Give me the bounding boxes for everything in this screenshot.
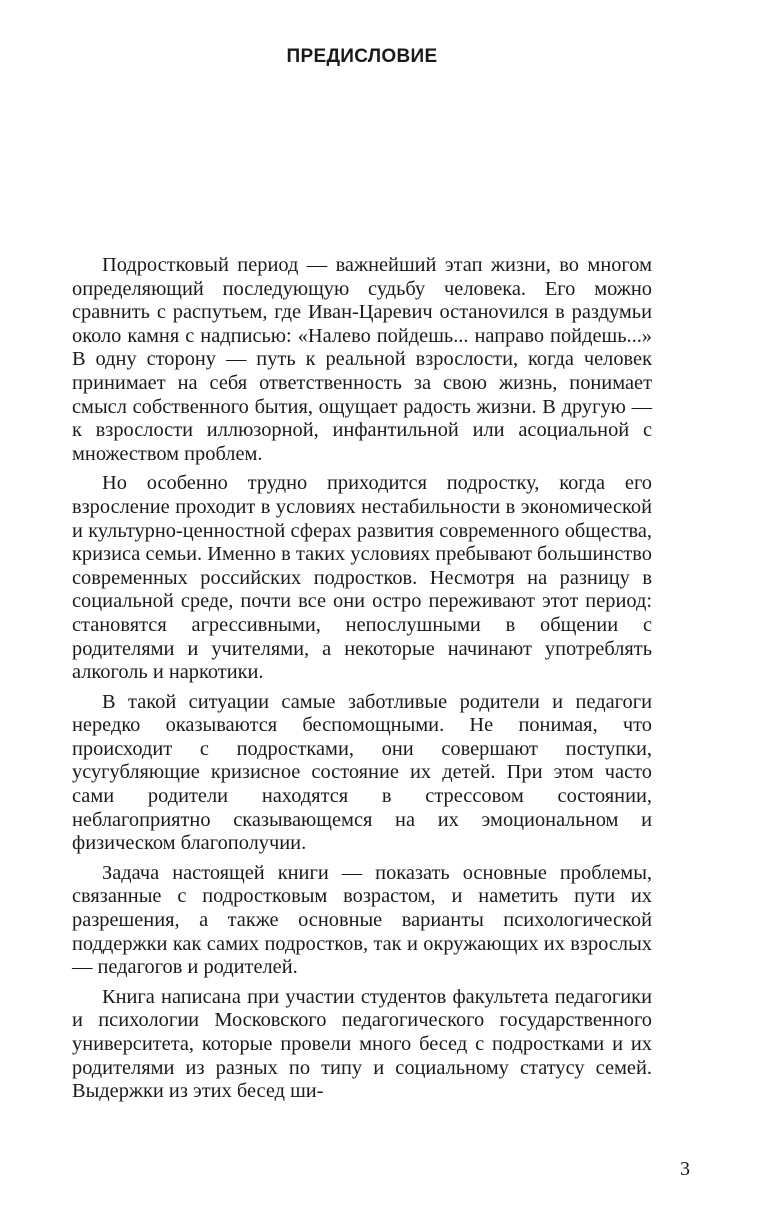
body-text <box>72 254 652 1110</box>
page-title: ПРЕДИСЛОВИЕ <box>286 46 438 67</box>
paragraph-5: Книга написана при участии студентов факультета педагогики и психологии Московского педагогического государственного университета, которые провели много бесед с подростками и их родителями из разных по типу и социальному статусу семей. Выдержки из этих бесед ши- <box>72 985 652 1103</box>
paragraph-3: В такой ситуации самые заботливые родители и педагоги нередко оказываются беспомощными. Не понимая, что происходит с подростками, они совершают поступки, усугубляющие кризисное состояние их детей. При этом часто сами родители находятся в стрессовом состоянии, неблагоприятно сказывающемся на их эмоциональном и физическом благополучии. <box>72 690 652 855</box>
paragraph-1: Подростковый период — важнейший этап жизни, во многом определяющий последующую судьбу человека. Его можно сравнить с распутьем, где Иван-Царевич останоvился в раздумьи около камня с надписью: «Налево пойдешь... направо пойдешь...» В одну сторону — путь к реальной взрослости, когда человек принимает на себя ответственность за свою жизнь, понимает смысл собственного бытия, ощущает радость жизни. В другую — к взрослости иллюзорной, инфантильной или асоциальной с множеством проблем. <box>72 254 652 465</box>
paragraph-2: Но особенно трудно приходится подростку, когда его взросление проходит в условиях нестабильности в экономической и культурно-ценностной сферах развития современного общества, кризиса семьи. Именно в таких условиях пребывают большинство современных российских подростков. Несмотря на разницу в социальной среде, почти все они остро переживают этот период: становятся агрессивными, непослушными в общении с родителями и учителями, а некоторые начинают употреблять алкоголь и наркотики. <box>72 472 652 684</box>
page-number: 3 <box>680 1158 690 1180</box>
paragraph-4: Задача настоящей книги — показать основные проблемы, связанные с подростковым возрастом, и наметить пути их разрешения, а также основные варианты психологической поддержки как самих подростков, так и окружающих их взрослых — педагогов и родителей. <box>72 861 652 979</box>
